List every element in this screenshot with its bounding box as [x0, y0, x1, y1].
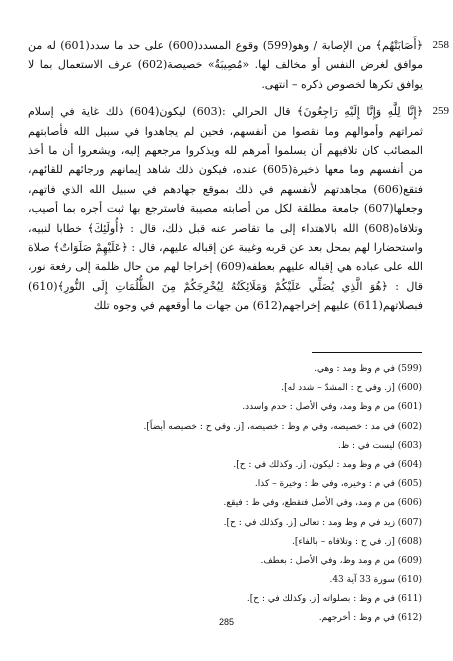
footnote: (603) ليست في : ظ.: [337, 440, 422, 451]
footnotes: [30, 360, 422, 629]
footnote: (599) في م وظ ومد : وهي.: [314, 364, 422, 374]
footnote: (601) من م وظ ومد، وفي الأصل : حدم واسدد.: [242, 402, 422, 413]
footnote: (606) من م ومد، وفي الأصل فتقطع، وفي ظ : فيقع.: [223, 498, 422, 509]
footnote: (600) [ز. وفي ح : المشدّ – شدد له].: [281, 383, 422, 394]
paragraph-text: ﴿أَصَابَتْهُم﴾ من الإصابة / وهو(599) وقوع المسدد(600) على حد ما سدد(601) له من موافق لغرض النفس أو مخالف لها. «مُصِيبَةٌ» خصيصة(602) عرف الاستعمال بما لا يوافق تكرها لخصوص ذكره – انتهى.: [28, 39, 423, 91]
footnote: (608) [ز. في ح : وتلافاه – بالفاء].: [292, 536, 422, 547]
main-text: [28, 36, 449, 324]
footnote-separator: [312, 352, 422, 353]
paragraph-number: 258: [432, 39, 449, 51]
page-number: 285: [218, 617, 235, 627]
footnote: (607) زيد في م وظ ومد : تعالى [ز. وكذلك في : ح].: [223, 517, 422, 528]
paragraph-258: [28, 36, 449, 94]
footnote: (602) في مد : خصيصه، وفي م وظ : خصيصه، [ز. وفي ح : خصيصه أيضاً].: [143, 421, 422, 432]
footnote: (604) في م وظ ومد : ليكون، [ز. وكذلك في : ح].: [233, 459, 422, 470]
footnote: (612) في م وظ : أخرجهم.: [318, 613, 422, 624]
footnote: (605) في م : وخيره، وفي ظ : وخيرة – كذا.: [254, 479, 422, 490]
footnote: (609) من م ومد وظ، وفي الأصل : بعطف.: [260, 555, 422, 566]
paragraph-text: ﴿إِنَّا لِلَّهِ وَإِنَّا إِلَيْهِ رَاجِعُونَ﴾ قال الحرالي :(603) ليكون(604) ذلك غاية في إسلام ثمراتهم وأموالهم وما نقصوا من أنفسهم، فحين لم يجاهدوا في سبيل الله فأصابتهم المصائب كان تلافيهم أن يسلموا أمرهم لله ويذكروا مرجعهم إليه، ويشعروا أن ما أخذ من أنفسهم وما معها ذخيرة(605) عنده، فيكون ذلك شاهد إيمانهم ورجائهم للقائهم، فتقع(606) مجاهدتهم لأنفسهم في ذلك بموقع جهادهم في سبيل الله الذي فاتهم، وجعلها(607) جامعة مطلقة لكل من أصابته مصيبة فاسترجع بها ثبت أجره بما أصيب، وتلافاه(608) الله بالاهتداء إلى ما تقاصر عنه قبل ذلك، قال : ﴿أُولَئِكَ﴾ خطابا لنبيه، واستحضارا لهم بمحل بعد عن قربه وغيبة عن إقباله عليهم، قال : ﴿عَلَيْهِمْ صَلَوَاتٌ﴾ صلاة الله على عباده هي إقباله عليهم بعطفه(609) إخراجا لهم من حال ظلمة إلى رفعة نور، قال : ﴿هُوَ الَّذِي يُصَلِّي عَلَيْكُمْ وَمَلَائِكَتُهُ لِيُخْرِجَكُمْ مِنَ الظُّلُمَاتِ إِلَى النُّورِ﴾(610) فبصلاتهم(611) عليهم إخراجهم(612) من جهات ما أوقعهم في وجوه تلك: [28, 105, 424, 313]
paragraph-number: 259: [432, 105, 449, 118]
paragraph-259: [28, 102, 449, 315]
footnote: (611) في م وظ : بصلواته [ز. وكذلك في : ح].: [246, 594, 422, 605]
footnote: (610) سورة 33 آية 43.: [329, 575, 422, 586]
